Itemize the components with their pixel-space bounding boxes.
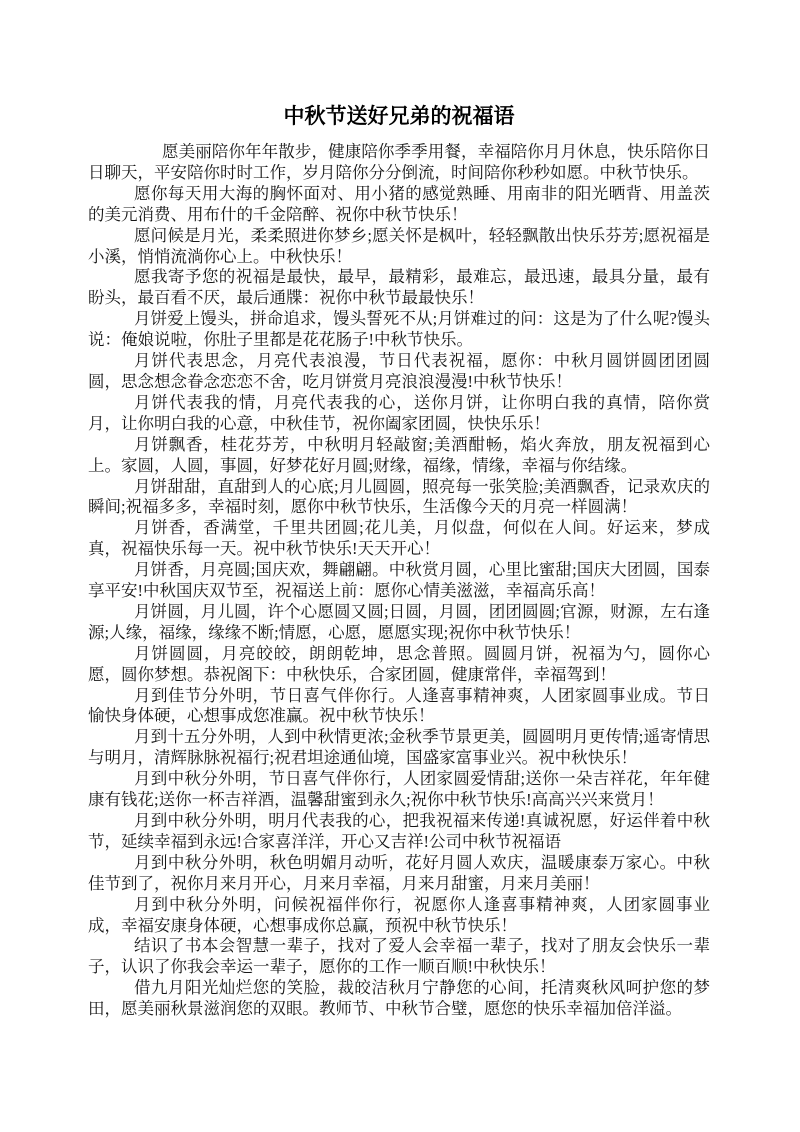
paragraph: 愿美丽陪你年年散步，健康陪你季季用餐，幸福陪你月月休息，快乐陪你日日聊天，平安陪你时时工作，岁月陪你分分倒流，时间陪你秒秒如愿。中秋节快乐。	[88, 142, 710, 182]
paragraph: 月到中秋分外明，节日喜气伴你行，人团家圆爱情甜;送你一朵吉祥花，年年健康有钱花;送你一杯吉祥酒，温馨甜蜜到永久;祝你中秋节快乐!高高兴兴来赏月！	[88, 769, 710, 810]
paragraph: 月到中秋分外明，秋色明媚月动听，花好月圆人欢庆，温暖康泰万家心。中秋佳节到了，祝你月来月开心，月来月幸福，月来月甜蜜，月来月美丽！	[88, 852, 710, 893]
paragraph: 借九月阳光灿烂您的笑脸，裁皎洁秋月宁静您的心间，托清爽秋风呵护您的梦田，愿美丽秋景滋润您的双眼。教师节、中秋节合璧，愿您的快乐幸福加倍洋溢。	[88, 978, 710, 1019]
paragraph: 愿我寄予您的祝福是最快，最早，最精彩，最难忘，最迅速，最具分量，最有盼头，最百看不厌，最后通牒：祝你中秋节最最快乐！	[88, 267, 710, 308]
paragraph: 月饼甜甜，直甜到人的心底;月儿圆圆，照亮每一张笑脸;美酒飘香，记录欢庆的瞬间;祝福多多，幸福时刻，愿你中秋节快乐，生活像今天的月亮一样圆满！	[88, 476, 710, 517]
paragraph: 月饼飘香，桂花芬芳，中秋明月轻敲窗;美酒酣畅，焰火奔放，朋友祝福到心上。家圆，人圆，事圆，好梦花好月圆;财缘，福缘，情缘，幸福与你结缘。	[88, 434, 710, 475]
paragraph: 月饼圆圆，月亮皎皎，朗朗乾坤，思念普照。圆圆月饼，祝福为勺，圆你心愿，圆你梦想。恭祝阁下：中秋快乐，合家团圆，健康常伴，幸福驾到！	[88, 643, 710, 684]
paragraph: 月到中秋分外明，明月代表我的心，把我祝福来传递!真诚祝愿，好运伴着中秋节，延续幸福到永远!合家喜洋洋，开心又吉祥!公司中秋节祝福语	[88, 811, 710, 851]
paragraph: 月到中秋分外明，问候祝福伴你行，祝愿你人逢喜事精神爽，人团家圆事业成，幸福安康身体硬，心想事成你总赢，预祝中秋节快乐！	[88, 894, 710, 935]
paragraph: 结识了书本会智慧一辈子，找对了爱人会幸福一辈子，找对了朋友会快乐一辈子，认识了你我会幸运一辈子，愿你的工作一顺百顺!中秋快乐！	[88, 936, 710, 977]
paragraph: 月饼代表我的情，月亮代表我的心，送你月饼，让你明白我的真情，陪你赏月，让你明白我的心意，中秋佳节，祝你阖家团圆，快快乐乐！	[88, 392, 710, 433]
document-body	[88, 142, 710, 1020]
paragraph: 愿你每天用大海的胸怀面对、用小猪的感觉熟睡、用南非的阳光晒背、用盖茨的美元消费、用布什的千金陪醉、祝你中秋节快乐！	[88, 183, 710, 224]
paragraph: 月饼圆，月儿圆，许个心愿圆又圆;日圆，月圆，团团圆圆;官源，财源，左右逢源;人缘，福缘，缘缘不断;情愿，心愿，愿愿实现;祝你中秋节快乐！	[88, 601, 710, 642]
paragraph: 月饼香，月亮圆;国庆欢，舞翩翩。中秋赏月圆，心里比蜜甜;国庆大团圆，国泰享平安!中秋国庆双节至，祝福送上前：愿你心情美滋滋，幸福高乐高！	[88, 560, 710, 601]
paragraph: 月到佳节分外明，节日喜气伴你行。人逢喜事精神爽，人团家圆事业成。节日愉快身体硬，心想事成您准赢。祝中秋节快乐！	[88, 685, 710, 726]
paragraph: 愿问候是月光，柔柔照进你梦乡;愿关怀是枫叶，轻轻飘散出快乐芬芳;愿祝福是小溪，悄悄流淌你心上。中秋快乐！	[88, 225, 710, 266]
paragraph: 月到十五分外明，人到中秋情更浓;金秋季节景更美，圆圆明月更传情;遥寄情思与明月，清辉脉脉祝福行;祝君坦途通仙境，国盛家富事业兴。祝中秋快乐！	[88, 727, 710, 768]
document-title: 中秋节送好兄弟的祝福语	[283, 104, 515, 128]
paragraph: 月饼代表思念，月亮代表浪漫，节日代表祝福，愿你：中秋月圆饼圆团团圆圆，思念想念眷念恋恋不舍，吃月饼赏月亮浪浪漫漫!中秋节快乐！	[88, 351, 710, 391]
paragraph: 月饼爱上馒头，拼命追求，馒头誓死不从;月饼难过的问：这是为了什么呢?馒头说：俺娘说啦，你肚子里都是花花肠子!中秋节快乐。	[88, 309, 710, 350]
document-content	[88, 103, 710, 1020]
paragraph: 月饼香，香满堂，千里共团圆;花儿美，月似盘，何似在人间。好运来，梦成真，祝福快乐每一天。祝中秋节快乐!天天开心！	[88, 518, 710, 559]
